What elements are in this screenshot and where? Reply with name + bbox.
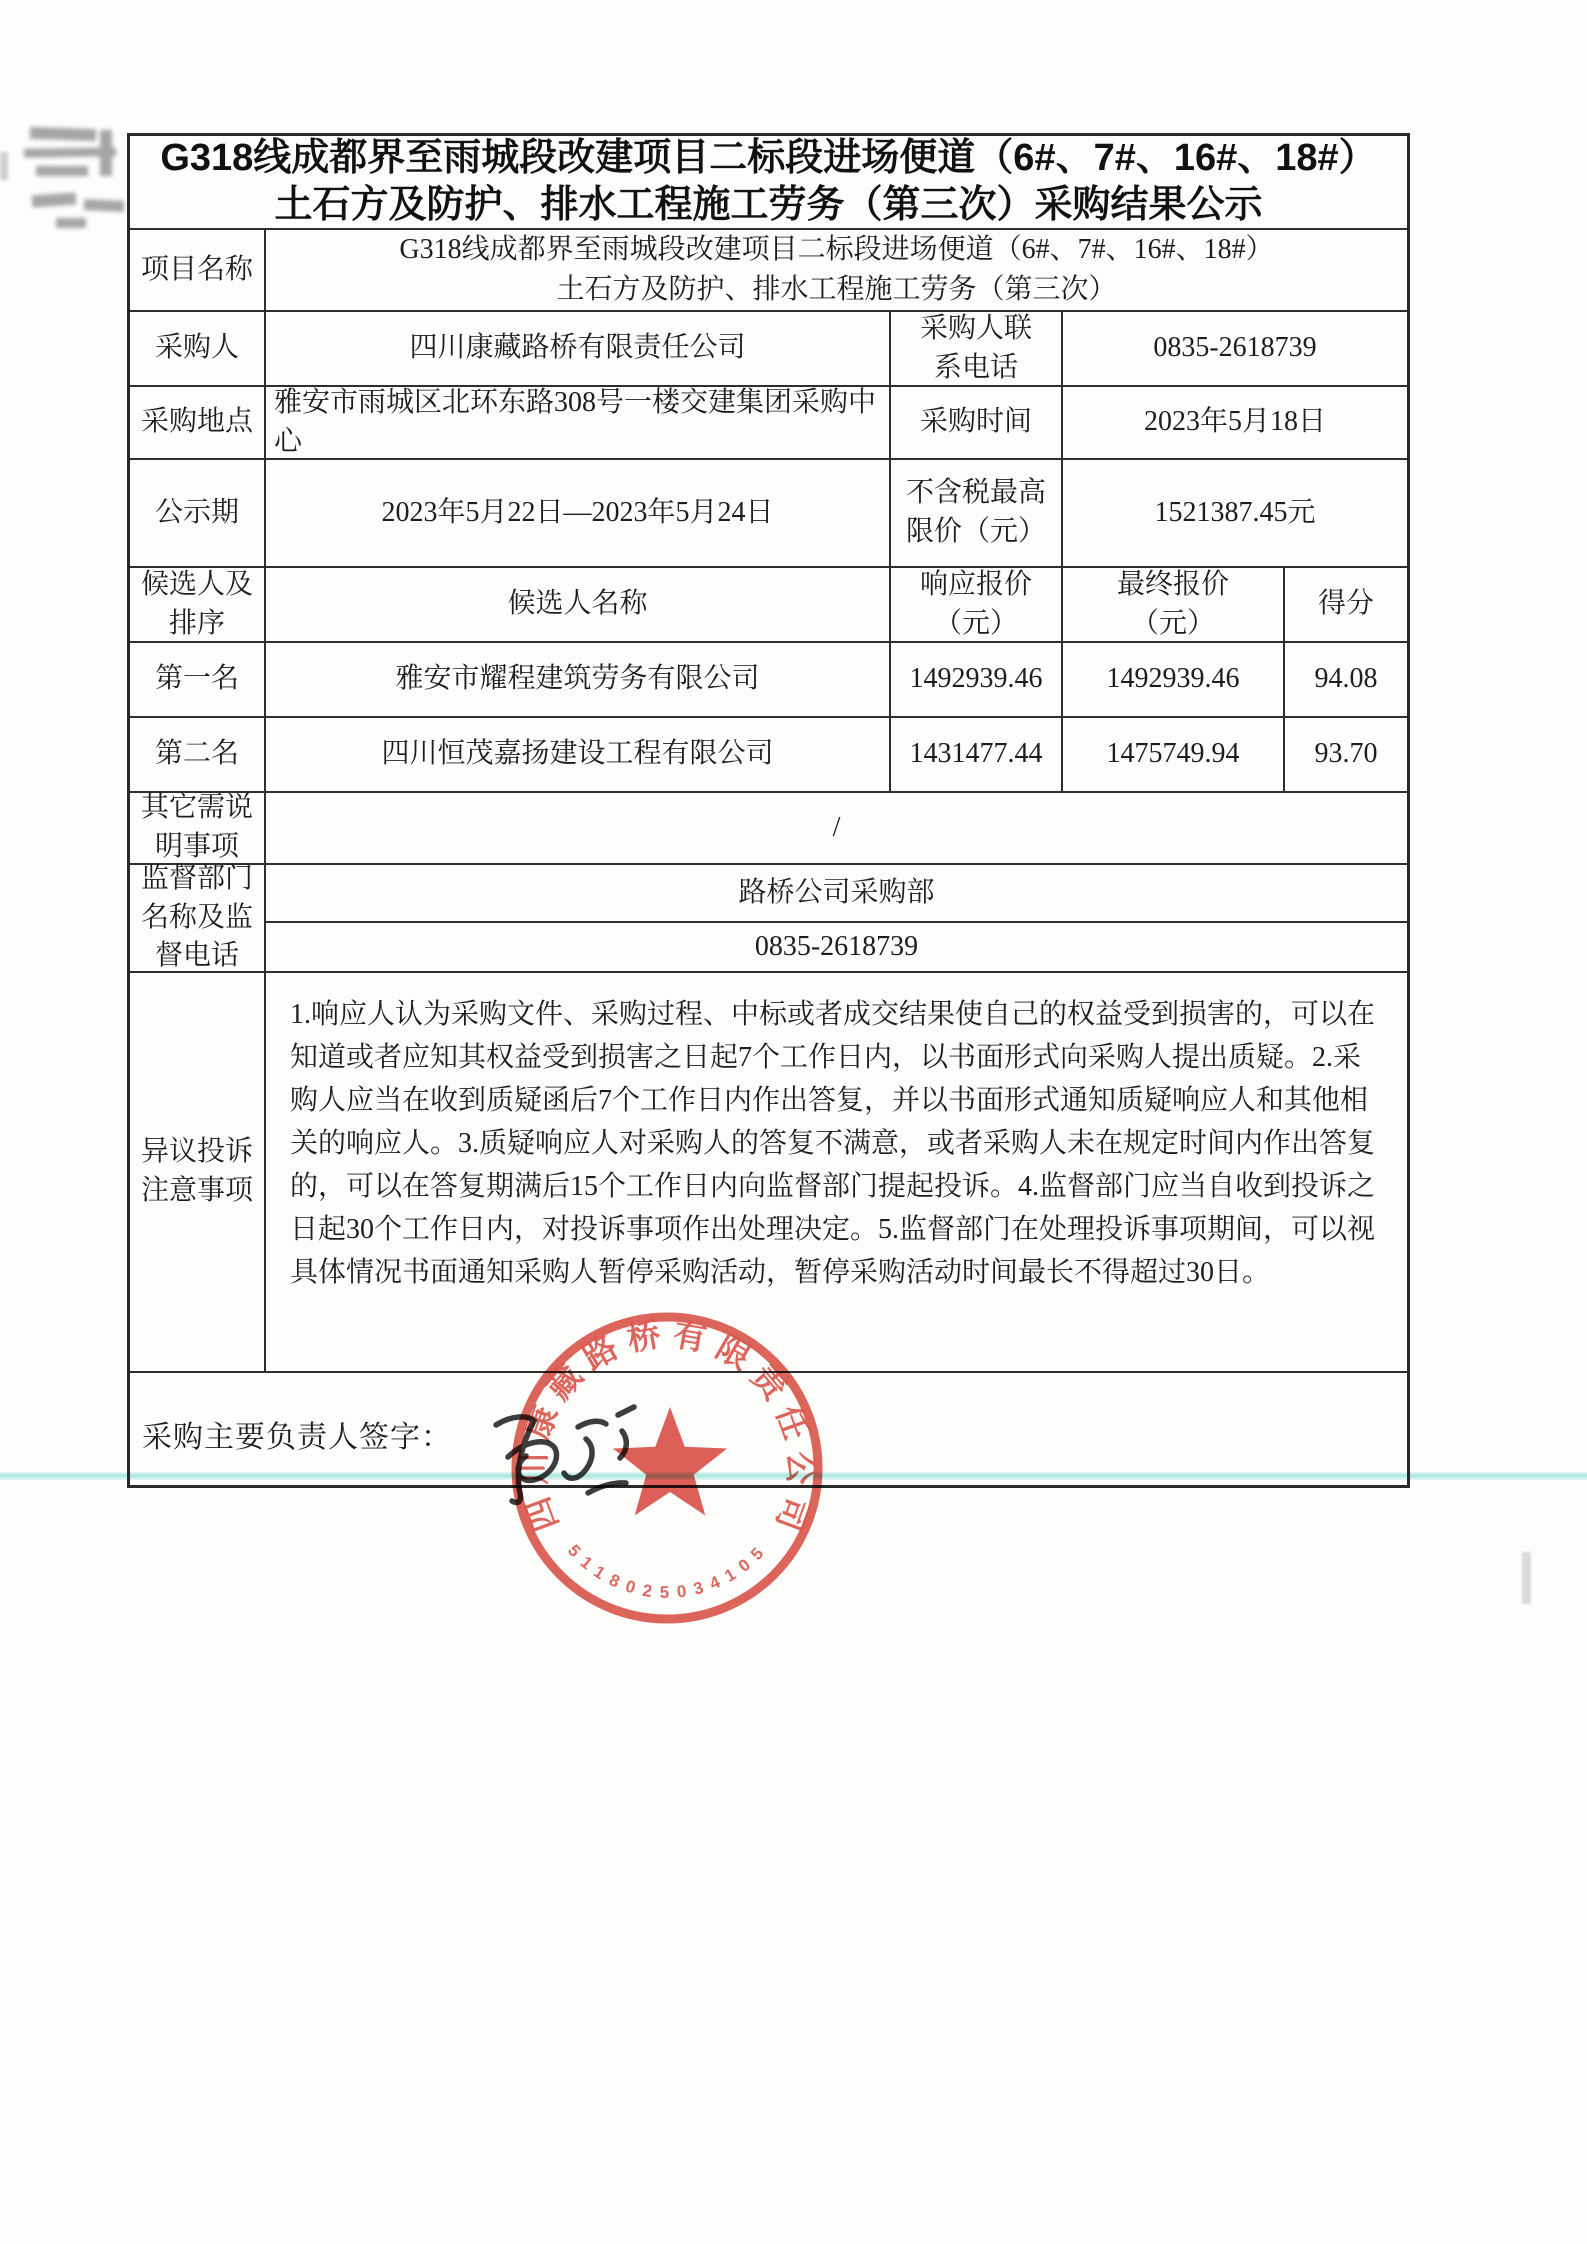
candidate-final-bid: 1475749.94	[1063, 718, 1285, 793]
purchase-time-value: 2023年5月18日	[1063, 387, 1407, 460]
candidate-name: 四川恒茂嘉扬建设工程有限公司	[266, 718, 891, 793]
objection-notes-label: 异议投诉注意事项	[130, 973, 266, 1373]
announcement-table	[127, 133, 1410, 1488]
supervision-dept: 路桥公司采购部	[266, 865, 1407, 923]
publicity-period-value: 2023年5月22日—2023年5月24日	[266, 460, 891, 568]
candidate-rank: 第一名	[130, 643, 266, 718]
note-item: 3.质疑响应人对采购人的答复不满意，或者采购人未在规定时间内作出答复的，可以在答复期满后15个工作日内向监督部门提起投诉。	[290, 1128, 1376, 1202]
max-price-value: 1521387.45元	[1063, 460, 1407, 568]
candidate-bid: 1431477.44	[891, 718, 1063, 793]
other-remarks-label: 其它需说明事项	[130, 793, 266, 865]
scan-noise-mark	[1522, 1552, 1531, 1604]
candidates-rank-header: 候选人及排序	[130, 568, 266, 643]
buyer-phone-label: 采购人联系电话	[891, 312, 1063, 387]
candidates-bid-header: 响应报价（元）	[891, 568, 1063, 643]
candidate-bid: 1492939.46	[891, 643, 1063, 718]
note-item: 1.响应人认为采购文件、采购过程、中标或者成交结果使自己的权益受到损害的，可以在知道或者应知其权益受到损害之日起7个工作日内，以书面形式向采购人提出质疑。	[290, 999, 1376, 1073]
candidates-score-header: 得分	[1285, 568, 1407, 643]
candidates-name-header: 候选人名称	[266, 568, 891, 643]
seal-company-name: 四川康藏路桥有限责任公司	[516, 1317, 818, 1536]
candidate-score: 94.08	[1285, 643, 1407, 718]
note-item: 5.监督部门在处理投诉事项期间，可以视具体情况书面通知采购人暂停采购活动，暂停采购活动时间最长不得超过30日。	[290, 1214, 1376, 1288]
purchase-place-value: 雅安市雨城区北环东路308号一楼交建集团采购中心	[266, 387, 891, 460]
purchase-time-label: 采购时间	[891, 387, 1063, 460]
objection-notes	[266, 973, 1407, 1373]
buyer-value: 四川康藏路桥有限责任公司	[266, 312, 891, 387]
publicity-period-label: 公示期	[130, 460, 266, 568]
candidate-name: 雅安市耀程建筑劳务有限公司	[266, 643, 891, 718]
project-name-value	[266, 230, 1407, 312]
note-item: 4.监督部门应当自收到投诉之日起30个工作日内，对投诉事项作出处理决定。	[290, 1171, 1376, 1245]
candidate-final-bid: 1492939.46	[1063, 643, 1285, 718]
company-seal	[507, 1308, 827, 1628]
candidate-score: 93.70	[1285, 718, 1407, 793]
max-price-label: 不含税最高限价（元）	[891, 460, 1063, 568]
scan-noise-mark	[0, 152, 8, 180]
note-item: 2.采购人应当在收到质疑函后7个工作日内作出答复，并以书面形式通知质疑响应人和其他相关的响应人。	[290, 1042, 1369, 1159]
document-title-line2: 土石方及防护、排水工程施工劳务（第三次）采购结果公示	[274, 184, 1263, 226]
project-name-value-line1: G318线成都界至雨城段改建项目二标段进场便道（6#、7#、16#、18#）	[399, 234, 1274, 265]
document-title-line1: G318线成都界至雨城段改建项目二标段进场便道（6#、7#、16#、18#）	[160, 137, 1377, 179]
buyer-phone-value: 0835-2618739	[1063, 312, 1407, 387]
project-name-label: 项目名称	[130, 230, 266, 312]
document-title	[130, 136, 1407, 230]
project-name-value-line2: 土石方及防护、排水工程施工劳务（第三次）	[556, 274, 1117, 305]
purchase-place-label: 采购地点	[130, 387, 266, 460]
candidate-rank: 第二名	[130, 718, 266, 793]
buyer-label: 采购人	[130, 312, 266, 387]
supervision-label: 监督部门名称及监督电话	[130, 865, 266, 973]
seal-number: 5118025034105	[563, 1540, 769, 1602]
seal-star	[613, 1407, 727, 1516]
signer-label: 采购主要负责人签字：	[142, 1421, 452, 1454]
svg-text:5118025034105	[564, 1541, 769, 1602]
candidates-final-header: 最终报价（元）	[1063, 568, 1285, 643]
scan-smudge	[22, 122, 132, 237]
supervision-phone: 0835-2618739	[266, 923, 1407, 973]
other-remarks-value: /	[266, 793, 1407, 865]
